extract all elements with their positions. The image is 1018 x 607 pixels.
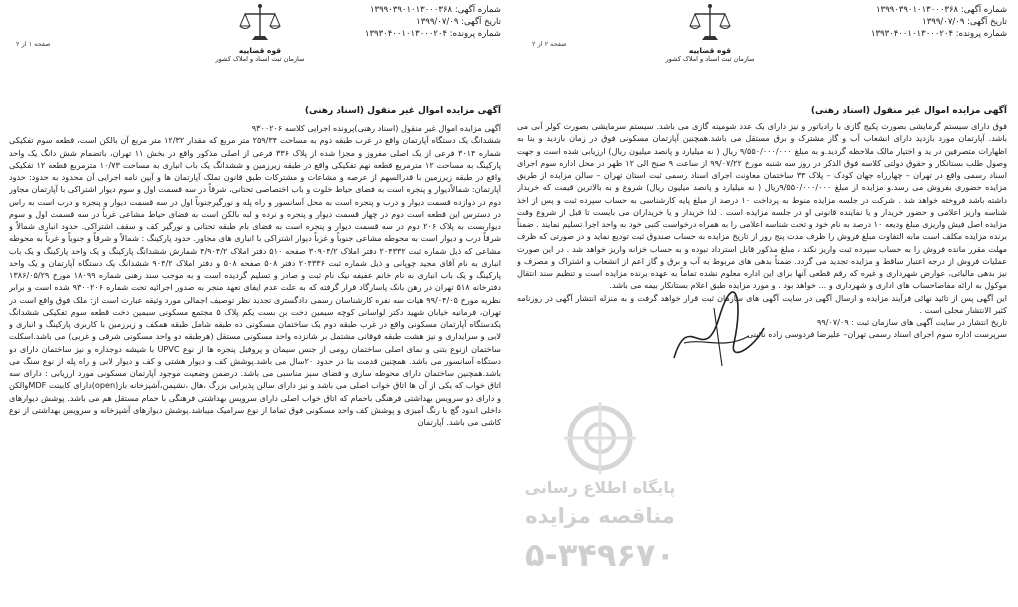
ad-header-meta bbox=[871, 4, 1007, 40]
page-number: صفحه ۲ از ۲ bbox=[532, 40, 567, 48]
ad-body bbox=[9, 122, 501, 604]
file-number: شماره پرونده: ۱۳۹۳۰۴۰۰۱۰۱۳۰۰۰۲۰۴ bbox=[870, 29, 1007, 39]
watermark-line2: مناقصه مزایده bbox=[525, 504, 675, 528]
ad-header-meta bbox=[365, 4, 501, 40]
signature-icon bbox=[664, 288, 774, 378]
scales-of-justice-icon bbox=[687, 2, 733, 46]
judiciary-emblem bbox=[198, 2, 322, 70]
watermark-line1: پایگاه اطلاع رسانی bbox=[524, 478, 676, 497]
paragraph: فوق دارای سیستم گرمایشی بصورت پکیج گازی با رادیاتور و نیز دارای یک عدد شومینه گازی می باشد. سیستم سرمایشی بصورت کولر آبی می باشد. آپارتمان مورد بازدید دارای انشعاب آب و گاز مشترک و برق مستقل می باشد.همچنین آپارتمان مسکونی فوق در زمان بازدید و بنا به اظهارات متصرفین در ید و اختیار مالک ملاحظه گردید.و به مبلغ ۹/۵۵۰/۰۰۰/۰۰۰ ریال ( نه میلیارد و پانصد میلیون ریال) ارزیابی شده است و جهت وصول طلب بستانکار و حقوق دولتی کلاسه فوق الذکر در روز سه شنبه مورخ ۹۹/۰۷/۲۲ از ساعت ۹ صبح الی ۱۲ ظهر در محل اداره سوم اجرای اسناد رسمی واقع در تهران – چهارراه جهان کودک – پلاک ۳۴ ساختمان معاونت اجرای اسناد رسمی ثبت استان تهران – سالن مزایده از طریق مزایده حضوری بفروش می رسد.و مزایده از مبلغ ۹/۵۵۰/۰۰۰/۰۰۰ریال ( نه میلیارد و پانصد میلیون ریال) شروع و به بالاترین قیمت که خریدار داشته باشد فروخته خواهد شد . شرکت در جلسه مزایده منوط به پرداخت ۱۰ درصد از مبلغ پایه کارشناسی به حساب سپرده ثبت و پس از اخذ شناسه واریز اعلامی و حضور خریدار و یا نماینده قانونی او در جلسه مزایده است . لذا خریدار و یا خریداران می بایست تا قبل از شروع وقت مزایده اصل فیش واریزی مبلغ ودیعه ۱۰ درصد به نام خود و تحت شناسه اعلامی را به همراه درخواست کتبی خود به واحد اجرا تسلیم نمایند . ضمناً برنده مزایده مکلف است مابه التفاوت مبلغ فروش را ظرف مدت پنج روز از تاریخ مزایده به حساب صندوق ثبت تودیع نماید و در صورتی که ظرف مهلت مقرر مانده فروش را به حساب سپرده ثبت واریز نکند ، مبلغ مذکور قابل استرداد نبوده و به حساب خزانه واریز خواهد شد . در این صورت عملیات فروش از درجه اعتبار ساقط و مزایده تجدید می گردد. ضمناً بدهی های مربوط به آب و برق و گاز اعم از انشعاب و اشتراک و مصرف و نیز بدهی مالیاتی، عوارض شهرداری و غیره که رقم قطعی آنها برای این اداره معلوم نشده تماماً به عهده برنده مزایده است و تنظیم سند انتقال موکول به ارائه مفاصاحساب های اداری و شهرداری و ... خواهد بود . و مورد مزایده طبق اعلام بستانکار بیمه می باشد. bbox=[517, 121, 1007, 291]
org-name: قوه قضاییه bbox=[238, 46, 282, 55]
ad-page-1 bbox=[4, 0, 507, 607]
org-subname: سازمان ثبت اسناد و املاک کشور bbox=[215, 55, 305, 63]
org-name: قوه قضاییه bbox=[688, 46, 732, 55]
ad-number: شماره آگهی: ۱۳۹۹۰۳۹۰۱۰۱۳۰۰۰۳۶۸ bbox=[369, 5, 501, 15]
ad-date: تاریخ آگهی: ۱۳۹۹/۰۷/۰۹ bbox=[416, 17, 501, 27]
ad-title: آگهی مزایده اموال غیر منقول (اسناد رهنی) bbox=[304, 106, 501, 116]
paragraph: سرپرست اداره سوم اجرای اسناد رسمی تهران– علیرضا فردوسی زاده نائینی bbox=[746, 329, 1007, 340]
paragraph: آگهی مزایده اموال غیر منقول (اسناد رهنی)پرونده اجرایی کلاسه ۹۳۰۰۲۰۶ bbox=[251, 123, 501, 133]
watermark-phone: ۵-۳۴۹۶۷۰ bbox=[525, 536, 675, 574]
ad-title: آگهی مزایده اموال غیر منقول (اسناد رهنی) bbox=[810, 106, 1007, 116]
page-number: صفحه ۱ از ۲ bbox=[16, 40, 51, 48]
scales-of-justice-icon bbox=[237, 2, 283, 46]
file-number: شماره پرونده: ۱۳۹۳۰۴۰۰۱۰۱۳۰۰۰۲۰۴ bbox=[364, 29, 501, 39]
ad-date: تاریخ آگهی: ۱۳۹۹/۰۷/۰۹ bbox=[922, 17, 1007, 27]
org-subname: سازمان ثبت اسناد و املاک کشور bbox=[665, 55, 755, 63]
judiciary-emblem bbox=[648, 2, 772, 70]
ad-page-2 bbox=[512, 0, 1015, 607]
paragraph: این آگهی پس از تائید نهائی فرآیند مزایده و ارسال آگهی در سایت آگهی های سازمان ثبت قرار خواهد گرفت و به منزله انتشار آگهی در روزنامه کثیر الانتشار محلی است . bbox=[517, 292, 1007, 315]
paragraph: ششدانگ یک دستگاه آپارتمان واقع در غرب طبقه دوم به مساحت ۲۵۹/۳۴ متر مربع که مقدار ۱۲/۳۲ متر مربع آن بالکن است، قطعه سوم تفکیکی شماره ۳۰۱۴ فرعی از یک اصلی مفروز و مجزا شده از پلاک ۳۳۶ فرعی از اصلی مذکور واقع در بخش ۱۱ تهران، باتضمام شش دانگ یک واحد پارکینگ به مساحت ۱۲ مترمربع قطعه نهم تفکیکی واقع در طبقه زیرزمین و ششدانگ یک باب انباری به مساحت ۱۰/۷۳ مترمربع قطعه ۱۲ تفکیکی واقع در طبقه زیرزمین با قدرالسهم از عرصه و مشاعات و مشترکات طبق قانون تملک آپارتمان ها و آیین نامه اجرایی آن محدود به حدود: حدود آپارتمان: شمالاًدیوار و پنجره است به فضای حیاط خلوت و باب اختصاصی تحتانی، شرقاً در سه قسمت اول و سوم دیوار اشتراکی با آپارتمان مجاور دوم در دوازده قسمت دیوار و درب و پنجره است به محل آسانسور و راه پله و نورگیرجنوباً اول در سه قسمت دیوار و پنجره و درب است به راس در دسترس این قطعه است دوم در چهار قسمت دیوار و پنجره و نرده و لبه بالکن است به فضای حیاط مشاعی غرباً در سه قسمت اول و سوم دیواربست به پلاک ۲۰۶ دوم در سه قسمت دیوار و پنجره است به فضای بام طبقه تحتانی و نورگیر کف و سقف اشتراکی. حدود انباری شمالاً و شرقاً درب و دیوار است به محوطه مشاعی جنوباً و غرباً دیوار اشتراکی با انباری های مجاور. حدود پارکینگ : شمالاً و شرقاً و جنوباً و غرباً به محوطه مشاعی که ذیل شماره ثبت ۲۰۴۳۳۲ دفتر املاک ۳۰۹۰۴/۲ صفحه ۵۱۰ دفتر املاک ۴/۹۰۴/۲ شمارش ششدانگ پارکینگ و یک واحد پارکینگ و یک باب انباری به نام آقای مجید چوپانی و ذیل شماره ثبت ۲۰۴۳۳۶ دفتر ۵۰۸ صفحه ۵۰۸ و دفتر املاک ۹۰۴/۲ ششدانگ یک دستگاه آپارتمان و یک واحد پارکینگ و یک باب انباری به نام خانم عفیفه نیک نام ثبت و صادر و تسلیم گردیده است و به موجب سند رهنی شماره ۱۸۰۹۹ مورخ ۱۳۸۶/۰۵/۲۹ دفترخانه ۵۱۸ تهران در رهن بانک پاسارگاد قرار گرفته که به علت عدم ایفای تعهد منجر به صدور اجرائیه تحت شماره ۹۳۰۰۲۰۶ شده است و برابر نظریه مورخ ۹۹/۰۴/۰۵ هیات سه نفره کارشناسان رسمی دادگستری تجدید نظر توصیف اجمالی مورد وثیقه عبارت است از: ملک فوق واقع است در تهران، فرمانیه خیابان شهید دکتر لواسانی کوچه سیمین دخت بن بست یکم پلاک ۵ مجتمع مسکونی سیمین دخت قطعه سوم تفکیکی ششدانگ یکدستگاه آپارتمان مسکونی واقع در غرب طبقه دوم یک ساختمان مسکونی ده طبقه شامل طبقه همکف و زیرزمین با کاربری پارکینگ و انباری و لابی و سرایداری و نیز هشت طبقه فوقانی مشتمل بر شانزده واحد مسکونی مستقل (هرطبقه دو واحد مسکونی شرقی و غربی) می باشد.اسکلت ساختمان ازنوع بتنی و نمای اصلی ساختمان رومی از جنس سیمان و پروفیل پنجره ها از نوع UPVC با شیشه دوجداره و نیز ساختمان دارای دو دستگاه آسانسور می باشد. همچنین قدمت بنا در حدود ۲۰سال می باشد.پوشش کف و دیوار هشتی و کف و دیوار لابی و راه پله از نوع سنگ می باشد.همچنین ساختمان دارای محوطه سازی و فضای سبز مناسبی می باشد. درضمن وضعیت موجود آپارتمان مسکونی مورد ارزیابی : دارای سه اتاق خواب که یکی از آن ها اتاق خواب اصلی می باشد و نیز دارای سالن پذیرایی بزرگ ،هال ،نشیمن،آشپزخانه باز(open)دارای کابینت MDFوالکن و دارای دو سرویس بهداشتی فرهنگی باحمام که اتاق خواب اصلی دارای سرویس بهداشتی فرهنگی با حمام مستقل هم می باشد. پوشش دیوارهای داخلی اندود گچ با رنگ آمیزی و پوشش کف واحد مسکونی فوق تماما از نوع سرامیک میباشد.پوشش دیوارهای آشپزخانه و سرویس بهداشتی از نوع کاشی می باشد. آپارتمان bbox=[9, 135, 501, 427]
paragraph: تاریخ انتشار در سایت آگهی های سازمان ثبت : ۹۹/۰۷/۰۹ bbox=[817, 317, 1007, 327]
ad-number: شماره آگهی: ۱۳۹۹۰۳۹۰۱۰۱۳۰۰۰۳۶۸ bbox=[875, 5, 1007, 15]
